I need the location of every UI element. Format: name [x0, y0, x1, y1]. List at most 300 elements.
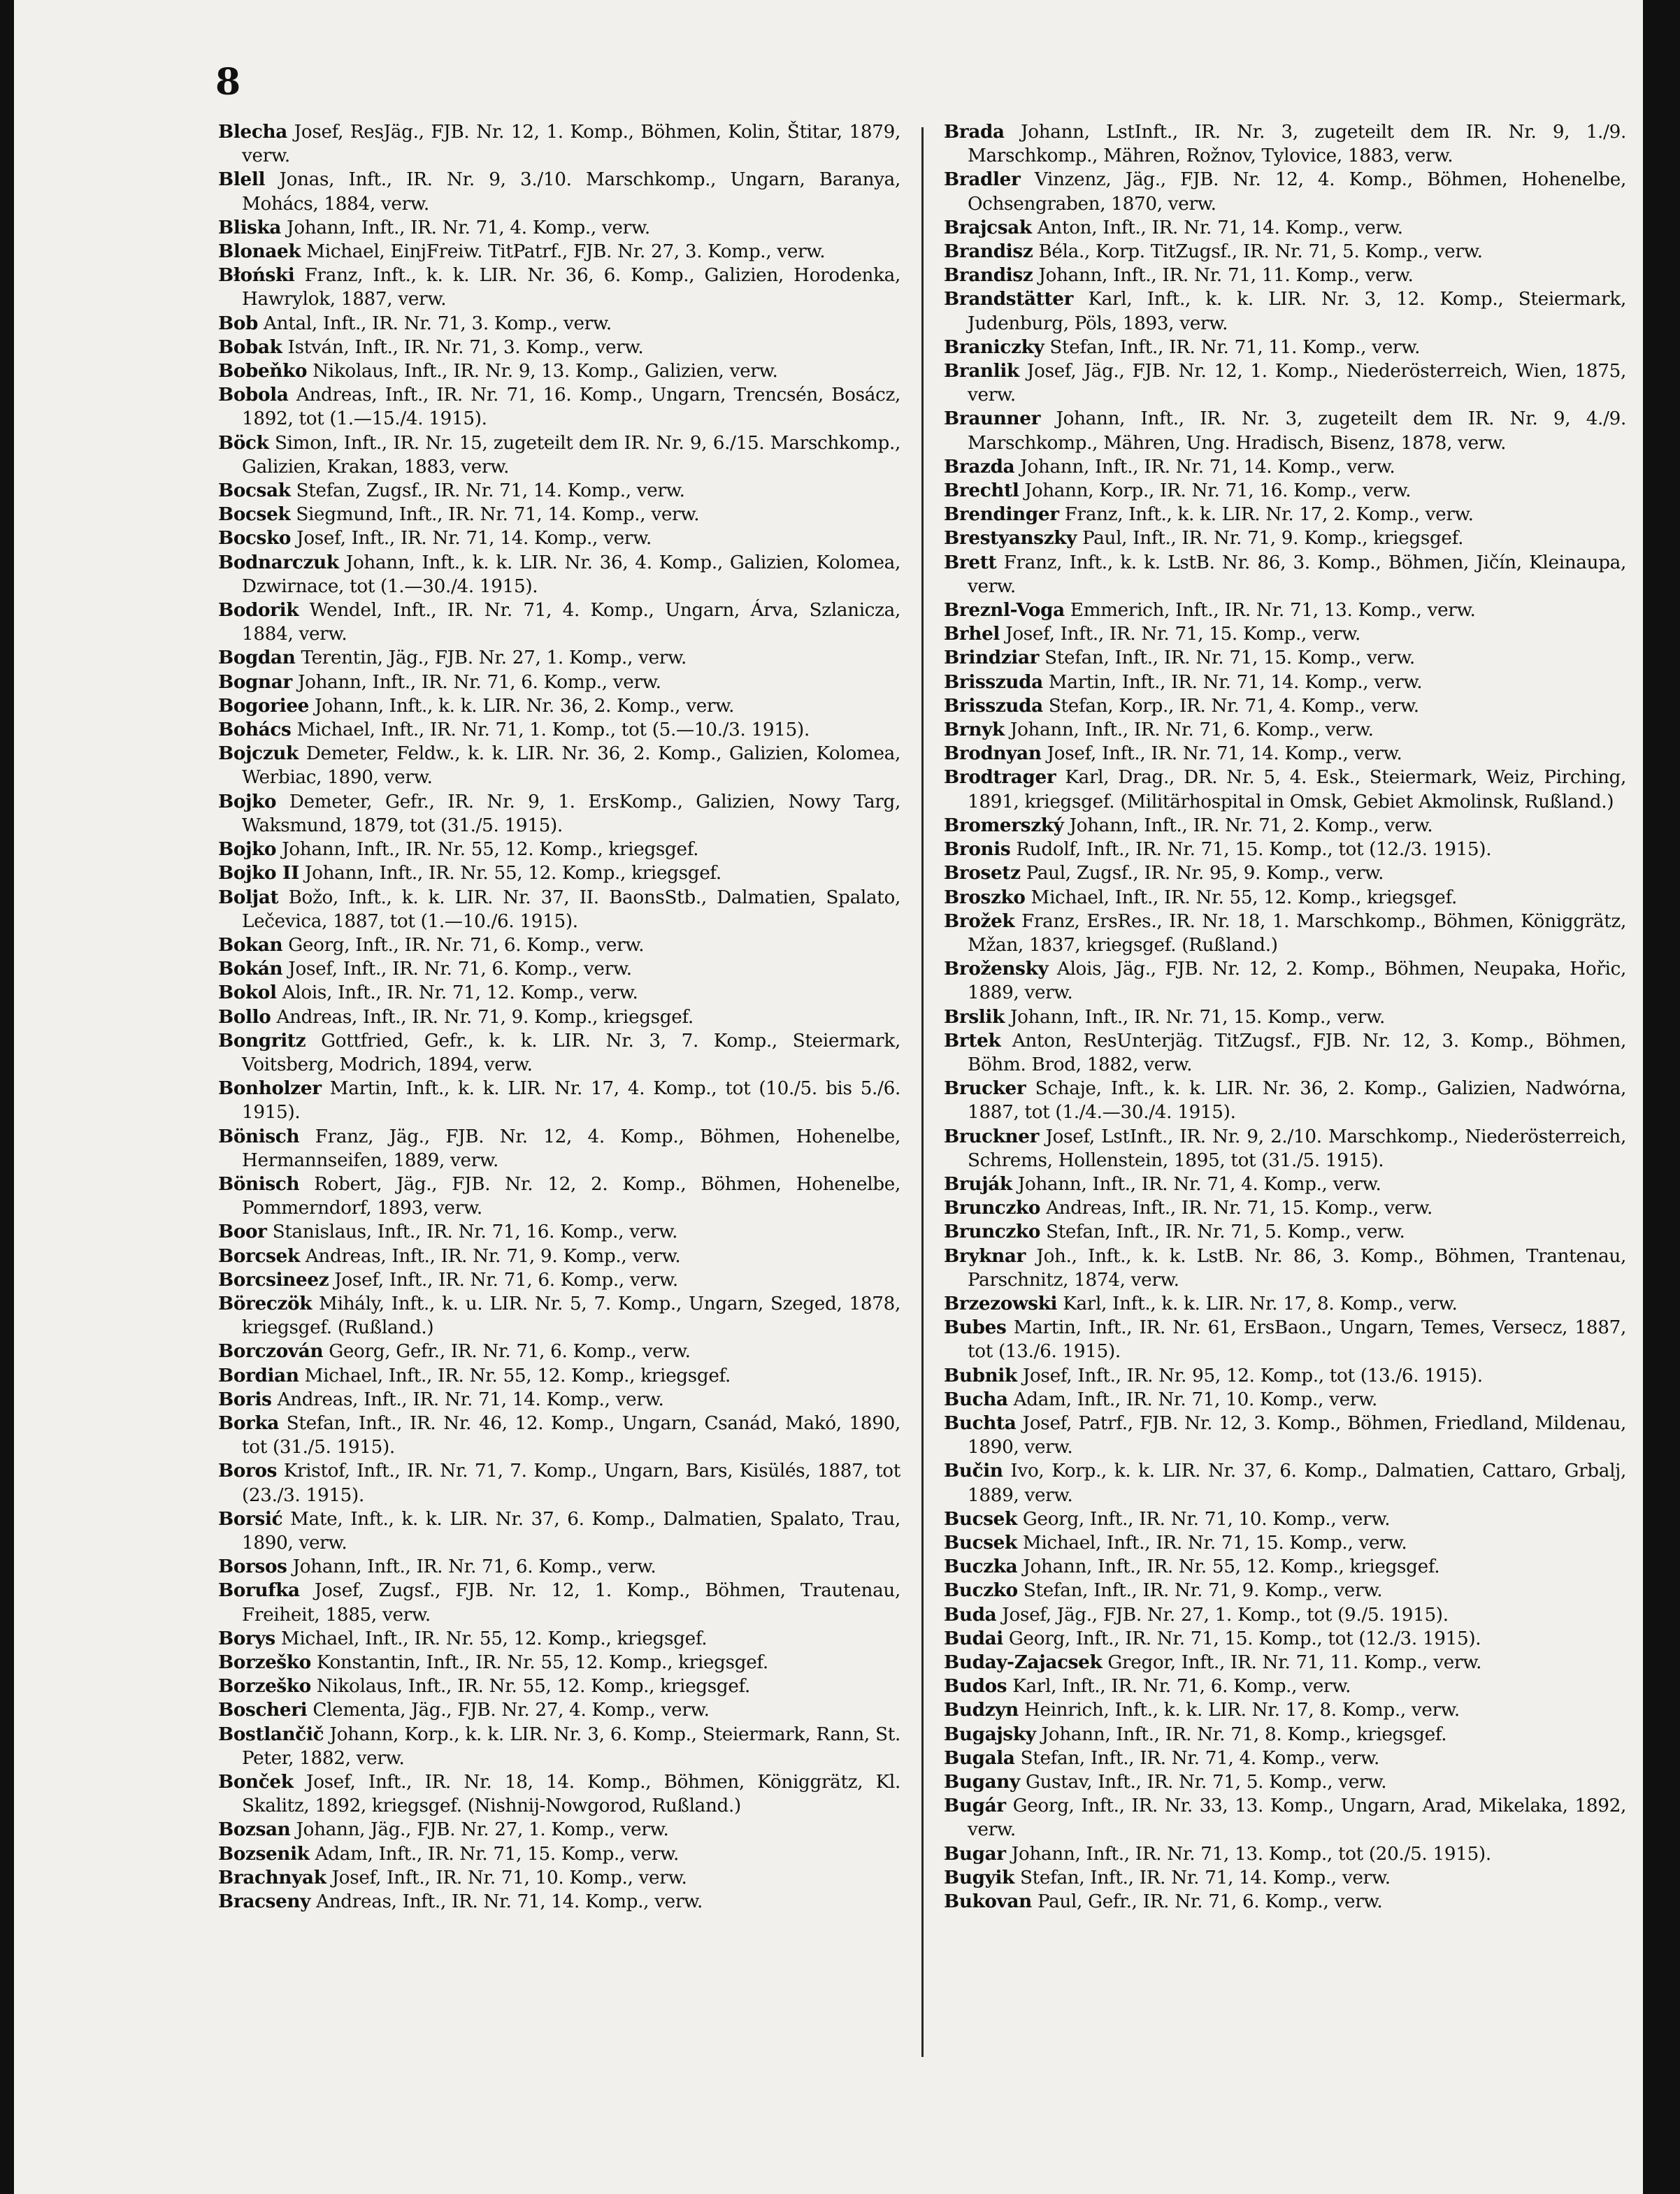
entry-surname: Boor	[218, 1221, 267, 1243]
casualty-entry	[218, 1220, 900, 1244]
entry-details: Johann, Korp., k. k. LIR. Nr. 3, 6. Komp., Steiermark, Rann, St. Peter, 1882, verw.	[242, 1723, 900, 1769]
entry-surname: Boscheri	[218, 1699, 308, 1721]
casualty-entry	[944, 1005, 1626, 1029]
entry-surname: Brandisz	[944, 264, 1033, 287]
casualty-entry	[944, 861, 1626, 885]
entry-details: Johann, Inft., IR. Nr. 71, 4. Komp., verw.	[281, 217, 650, 238]
casualty-entry	[944, 1077, 1626, 1124]
entry-surname: Bokol	[218, 982, 277, 1004]
casualty-entry	[218, 359, 900, 383]
entry-surname: Brtek	[944, 1029, 1001, 1052]
entry-details: Georg, Inft., IR. Nr. 71, 6. Komp., verw.	[282, 934, 645, 956]
entry-details: Adam, Inft., IR. Nr. 71, 10. Komp., verw.	[1007, 1389, 1378, 1410]
entry-details: Johann, Inft., IR. Nr. 71, 13. Komp., tot (20./5. 1915).	[1005, 1843, 1491, 1865]
casualty-entry	[218, 264, 900, 311]
casualty-entry	[218, 1268, 900, 1292]
entry-surname: Bostlančič	[218, 1723, 324, 1745]
entry-surname: Blecha	[218, 121, 287, 143]
casualty-entry	[944, 742, 1626, 766]
entry-surname: Bracseny	[218, 1891, 311, 1913]
entry-details: Josef, Inft., IR. Nr. 71, 10. Komp., verw.	[326, 1867, 687, 1888]
entry-surname: Braunner	[944, 408, 1041, 430]
entry-surname: Bugár	[944, 1795, 1006, 1817]
entry-details: Nikolaus, Inft., IR. Nr. 55, 12. Komp., kriegsgef.	[310, 1676, 751, 1698]
entry-details: Josef, Inft., IR. Nr. 18, 14. Komp., Böhmen, Königgrätz, Kl. Skalitz, 1892, kriegsgef. (Nishnij-Nowgorod, Rußland.)	[242, 1772, 900, 1817]
entry-surname: Brandisz	[944, 241, 1033, 263]
entry-surname: Bojko	[218, 790, 277, 812]
casualty-entry	[218, 383, 900, 431]
entry-details: Andreas, Inft., IR. Nr. 71, 9. Komp., kriegsgef.	[271, 1006, 694, 1028]
casualty-entry	[944, 838, 1626, 861]
entry-details: Schaje, Inft., k. k. LIR. Nr. 36, 2. Komp., Galizien, Nadwórna, 1887, tot (1./4.—30./4. 1915).	[968, 1078, 1626, 1124]
casualty-entry	[218, 1292, 900, 1340]
entry-details: Karl, Inft., k. k. LIR. Nr. 3, 12. Komp., Steiermark, Judenburg, Pöls, 1893, verw.	[968, 289, 1626, 334]
entry-surname: Bonholzer	[218, 1077, 322, 1100]
casualty-entry	[218, 168, 900, 215]
casualty-entry	[218, 312, 900, 336]
casualty-entry	[944, 622, 1626, 646]
entry-surname: Buczka	[944, 1556, 1018, 1578]
entry-details: Johann, Inft., k. k. LIR. Nr. 36, 2. Komp., verw.	[309, 695, 735, 717]
entry-surname: Brajcsak	[944, 216, 1032, 238]
casualty-entry	[218, 598, 900, 646]
casualty-entry	[944, 1627, 1626, 1651]
entry-details: Joh., Inft., k. k. LstB. Nr. 86, 3. Komp., Böhmen, Trantenau, Parschnitz, 1874, verw.	[968, 1245, 1626, 1291]
casualty-entry	[944, 1459, 1626, 1507]
entry-surname: Brisszuda	[944, 671, 1043, 693]
casualty-entry	[218, 646, 900, 670]
entry-details: Stanislaus, Inft., IR. Nr. 71, 16. Komp., verw.	[266, 1221, 678, 1243]
entry-surname: Bocsek	[218, 503, 291, 526]
entry-surname: Brzezowski	[944, 1292, 1058, 1314]
entry-details: Josef, Inft., IR. Nr. 71, 6. Komp., verw.	[329, 1269, 678, 1291]
entry-details: Josef, Inft., IR. Nr. 71, 14. Komp., verw.	[1041, 743, 1402, 765]
entry-details: Jonas, Inft., IR. Nr. 9, 3./10. Marschkomp., Ungarn, Baranya, Mohács, 1884, verw.	[242, 169, 900, 215]
casualty-entry	[944, 1196, 1626, 1220]
casualty-entry	[218, 479, 900, 503]
entry-surname: Borzeško	[218, 1675, 311, 1698]
casualty-entry	[218, 981, 900, 1005]
entry-details: Josef, Inft., IR. Nr. 95, 12. Komp., tot (13./6. 1915).	[1017, 1365, 1483, 1386]
casualty-entry	[944, 1794, 1626, 1842]
casualty-entry	[218, 694, 900, 718]
entry-surname: Brendinger	[944, 503, 1059, 526]
entry-surname: Breznl-Voga	[944, 599, 1065, 622]
entry-details: Georg, Inft., IR. Nr. 33, 13. Komp., Ungarn, Arad, Mikelaka, 1892, verw.	[968, 1795, 1626, 1841]
entry-details: Adam, Inft., IR. Nr. 71, 15. Komp., verw.	[309, 1843, 679, 1865]
casualty-entry	[218, 957, 900, 981]
entry-surname: Brindziar	[944, 647, 1040, 669]
entry-surname: Bruckner	[944, 1125, 1040, 1147]
casualty-entry	[218, 886, 900, 933]
casualty-entry	[218, 671, 900, 694]
casualty-entry	[944, 1388, 1626, 1412]
casualty-entry	[218, 1579, 900, 1626]
casualty-entry	[944, 1125, 1626, 1173]
casualty-entry	[218, 1125, 900, 1173]
entry-details: Karl, Inft., k. k. LIR. Nr. 17, 8. Komp., verw.	[1057, 1293, 1458, 1314]
entry-details: Andreas, Inft., IR. Nr. 71, 9. Komp., verw.	[299, 1245, 681, 1267]
casualty-entry	[944, 240, 1626, 264]
entry-details: Johann, Inft., IR. Nr. 55, 12. Komp., kriegsgef.	[1017, 1556, 1440, 1578]
entry-details: Josef, ResJäg., FJB. Nr. 12, 1. Komp., Böhmen, Kolin, Štitar, 1879, verw.	[242, 122, 900, 167]
entry-surname: Budzyn	[944, 1699, 1019, 1721]
casualty-entry	[944, 1507, 1626, 1531]
casualty-entry	[218, 1507, 900, 1555]
entry-surname: Borufka	[218, 1579, 300, 1602]
entry-surname: Bozsenik	[218, 1842, 310, 1865]
entry-details: Johann, Inft., IR. Nr. 71, 4. Komp., verw.	[1012, 1173, 1381, 1195]
casualty-entry	[218, 933, 900, 957]
entry-details: Johann, Jäg., FJB. Nr. 27, 1. Komp., verw.	[290, 1819, 669, 1841]
entry-details: Nikolaus, Inft., IR. Nr. 9, 13. Komp., Galizien, verw.	[307, 361, 778, 382]
entry-surname: Bronis	[944, 838, 1011, 861]
entry-details: Johann, Inft., IR. Nr. 71, 6. Komp., verw.	[287, 1556, 656, 1578]
casualty-entry	[944, 1579, 1626, 1603]
entry-details: Martin, Inft., IR. Nr. 71, 14. Komp., verw.	[1042, 671, 1423, 693]
casualty-entry	[218, 216, 900, 240]
entry-details: Ivo, Korp., k. k. LIR. Nr. 37, 6. Komp., Dalmatien, Cattaro, Grbalj, 1889, verw.	[968, 1461, 1626, 1506]
entry-surname: Bodorik	[218, 599, 299, 622]
entry-details: Stefan, Inft., IR. Nr. 71, 9. Komp., verw.	[1017, 1580, 1383, 1602]
entry-surname: Branlik	[944, 360, 1019, 382]
entry-surname: Bugyik	[944, 1866, 1014, 1888]
casualty-entry	[218, 861, 900, 885]
casualty-entry	[944, 1555, 1626, 1579]
entry-surname: Buchta	[944, 1412, 1017, 1434]
entry-details: Béla., Korp. TitZugsf., IR. Nr. 71, 5. Komp., verw.	[1033, 241, 1483, 263]
casualty-entry	[944, 1866, 1626, 1890]
casualty-entry	[944, 1770, 1626, 1794]
casualty-entry	[944, 814, 1626, 838]
entry-details: Alois, Inft., IR. Nr. 71, 12. Komp., verw.	[276, 982, 638, 1004]
entry-surname: Buda	[944, 1603, 997, 1626]
casualty-entry	[944, 1029, 1626, 1077]
entry-surname: Buczko	[944, 1579, 1018, 1602]
entry-details: Johann, LstInft., IR. Nr. 3, zugeteilt dem IR. Nr. 9, 1./9. Marschkomp., Mähren, Rožnov, Tylovice, 1883, verw.	[968, 122, 1626, 167]
casualty-entry	[944, 526, 1626, 550]
entry-surname: Brunczko	[944, 1197, 1041, 1219]
casualty-entry	[944, 1698, 1626, 1722]
entry-surname: Budai	[944, 1627, 1003, 1649]
casualty-entry	[944, 479, 1626, 503]
entry-surname: Blonaek	[218, 241, 301, 263]
casualty-entry	[218, 1651, 900, 1675]
entry-surname: Borcsek	[218, 1245, 300, 1267]
entry-details: Martin, Inft., k. k. LIR. Nr. 17, 4. Komp., tot (10./5. bis 5./6. 1915).	[242, 1078, 900, 1124]
casualty-entry	[218, 1459, 900, 1507]
casualty-entry	[218, 1005, 900, 1029]
entry-details: Paul, Zugsf., IR. Nr. 95, 9. Komp., verw.	[1020, 863, 1384, 884]
casualty-entry	[218, 1842, 900, 1866]
entry-surname: Bozsan	[218, 1819, 291, 1841]
entry-surname: Bonček	[218, 1771, 294, 1793]
entry-surname: Brazda	[944, 455, 1015, 478]
casualty-entry	[944, 1890, 1626, 1914]
entry-details: Michael, Inft., IR. Nr. 55, 12. Komp., kriegsgef.	[299, 1365, 731, 1386]
entry-details: Heinrich, Inft., k. k. LIR. Nr. 17, 8. Komp., verw.	[1018, 1700, 1460, 1721]
entry-surname: Bubnik	[944, 1364, 1017, 1386]
casualty-entry	[944, 120, 1626, 168]
entry-surname: Brodtrager	[944, 766, 1056, 789]
entry-surname: Bodnarczuk	[218, 551, 339, 573]
casualty-entry	[218, 1818, 900, 1842]
entry-details: Johann, Inft., IR. Nr. 71, 6. Komp., verw.	[292, 671, 661, 693]
entry-details: Johann, Korp., IR. Nr. 71, 16. Komp., verw.	[1019, 480, 1412, 502]
entry-details: Anton, ResUnterjäg. TitZugsf., FJB. Nr. 12, 3. Komp., Böhmen, Böhm. Brod, 1882, verw.	[968, 1030, 1626, 1075]
entry-surname: Borys	[218, 1627, 275, 1649]
entry-details: Josef, Inft., IR. Nr. 71, 15. Komp., verw.	[1000, 624, 1361, 645]
entry-details: Georg, Inft., IR. Nr. 71, 15. Komp., tot (12./3. 1915).	[1003, 1628, 1481, 1649]
casualty-entry	[218, 551, 900, 598]
casualty-entry	[944, 168, 1626, 215]
casualty-entry	[944, 766, 1626, 813]
left-column	[218, 120, 900, 1914]
entry-details: Michael, Inft., IR. Nr. 71, 15. Komp., verw.	[1017, 1532, 1407, 1554]
entry-surname: Bocsak	[218, 480, 291, 502]
entry-details: Johann, Inft., IR. Nr. 71, 8. Komp., kriegsgef.	[1035, 1723, 1447, 1745]
entry-surname: Bromerszký	[944, 814, 1064, 836]
entry-details: Franz, Inft., k. k. LIR. Nr. 17, 2. Komp., verw.	[1058, 504, 1474, 526]
entry-details: Johann, Inft., IR. Nr. 71, 15. Komp., verw.	[1004, 1006, 1386, 1028]
casualty-entry	[218, 1412, 900, 1459]
entry-details: Johann, Inft., IR. Nr. 3, zugeteilt dem IR. Nr. 9, 4./9. Marschkomp., Mähren, Ung. Hradisch, Bisenz, 1878, verw.	[968, 408, 1626, 454]
entry-surname: Błoński	[218, 264, 295, 287]
entry-surname: Brisszuda	[944, 694, 1043, 717]
entry-details: Andreas, Inft., IR. Nr. 71, 15. Komp., verw.	[1040, 1198, 1433, 1219]
entry-surname: Boros	[218, 1460, 278, 1482]
casualty-entry	[944, 671, 1626, 694]
casualty-entry	[218, 1555, 900, 1579]
entry-surname: Brslik	[944, 1005, 1005, 1028]
entry-surname: Brožensky	[944, 958, 1049, 980]
entry-surname: Bradler	[944, 169, 1021, 191]
entry-details: Josef, Zugsf., FJB. Nr. 12, 1. Komp., Böhmen, Trautenau, Freiheit, 1885, verw.	[242, 1580, 900, 1626]
entry-surname: Bugajsky	[944, 1723, 1036, 1745]
entry-details: Karl, Drag., DR. Nr. 5, 4. Esk., Steiermark, Weiz, Pirching, 1891, kriegsgef. (Militärhospital in Omsk, Gebiet Akmolinsk, Rußland.)	[968, 767, 1626, 812]
entry-surname: Bobak	[218, 336, 282, 358]
casualty-entry	[944, 718, 1626, 742]
entry-details: Josef, Patrf., FJB. Nr. 12, 3. Komp., Böhmen, Friedland, Mildenau, 1890, verw.	[968, 1412, 1626, 1458]
entry-details: Michael, Inft., IR. Nr. 71, 1. Komp., tot (5.—10./3. 1915).	[291, 719, 810, 741]
entry-details: Gustav, Inft., IR. Nr. 71, 5. Komp., verw.	[1019, 1772, 1387, 1793]
casualty-entry	[218, 1627, 900, 1651]
casualty-entry	[944, 694, 1626, 718]
entry-details: Mihály, Inft., k. u. LIR. Nr. 5, 7. Komp., Ungarn, Szeged, 1878, kriegsgef. (Rußland.)	[242, 1293, 900, 1339]
entry-details: Josef, Jäg., FJB. Nr. 12, 1. Komp., Niederösterreich, Wien, 1875, verw.	[968, 361, 1626, 406]
entry-details: Andreas, Inft., IR. Nr. 71, 14. Komp., verw.	[271, 1389, 664, 1410]
entry-details: Konstantin, Inft., IR. Nr. 55, 12. Komp., kriegsgef.	[310, 1652, 768, 1673]
entry-details: Johann, Inft., IR. Nr. 71, 14. Komp., verw.	[1014, 456, 1395, 478]
entry-surname: Böreczök	[218, 1292, 313, 1314]
entry-surname: Bollo	[218, 1005, 271, 1028]
entry-surname: Blell	[218, 169, 266, 191]
casualty-entry	[944, 1651, 1626, 1675]
entry-surname: Boris	[218, 1388, 272, 1410]
entry-surname: Borsić	[218, 1507, 283, 1530]
entry-details: Kristof, Inft., IR. Nr. 71, 7. Komp., Ungarn, Bars, Kisülés, 1887, tot (23./3. 1915).	[242, 1461, 900, 1506]
casualty-entry	[218, 1770, 900, 1818]
entry-details: Emmerich, Inft., IR. Nr. 71, 13. Komp., verw.	[1064, 600, 1476, 622]
entry-details: Stefan, Inft., IR. Nr. 71, 4. Komp., verw.	[1014, 1747, 1380, 1769]
entry-details: Josef, Inft., IR. Nr. 71, 14. Komp., verw.	[291, 528, 652, 550]
entry-surname: Brada	[944, 121, 1005, 143]
entry-surname: Bognar	[218, 671, 292, 693]
entry-surname: Bönisch	[218, 1173, 300, 1195]
entry-details: Vinzenz, Jäg., FJB. Nr. 12, 4. Komp., Böhmen, Hohenelbe, Ochsengraben, 1870, verw.	[968, 169, 1626, 215]
casualty-entry	[944, 1675, 1626, 1698]
entry-surname: Brandstätter	[944, 288, 1074, 310]
casualty-entry	[218, 718, 900, 742]
casualty-entry	[218, 790, 900, 838]
entry-details: Johann, Inft., k. k. LIR. Nr. 36, 4. Komp., Galizien, Kolomea, Dzwirnace, tot (1.—30./4. 1915).	[242, 552, 900, 597]
entry-surname: Braniczky	[944, 336, 1044, 358]
casualty-entry	[218, 1340, 900, 1363]
entry-details: Anton, Inft., IR. Nr. 71, 14. Komp., verw.	[1031, 217, 1403, 238]
entry-surname: Borzeško	[218, 1651, 311, 1673]
entry-surname: Bojczuk	[218, 743, 299, 765]
entry-surname: Bryknar	[944, 1245, 1026, 1267]
entry-surname: Bukovan	[944, 1891, 1032, 1913]
entry-surname: Brucker	[944, 1077, 1026, 1100]
entry-details: Johann, Inft., IR. Nr. 71, 2. Komp., verw.	[1063, 815, 1433, 836]
casualty-entry	[218, 503, 900, 526]
page-number: 8	[215, 61, 241, 103]
entry-details: Johann, Inft., IR. Nr. 55, 12. Komp., kriegsgef.	[299, 863, 721, 884]
entry-details: Georg, Inft., IR. Nr. 71, 10. Komp., verw.	[1017, 1508, 1391, 1530]
entry-details: Stefan, Inft., IR. Nr. 71, 5. Komp., verw.	[1040, 1221, 1405, 1243]
casualty-entry	[944, 598, 1626, 622]
entry-surname: Bönisch	[218, 1125, 300, 1147]
entry-details: Robert, Jäg., FJB. Nr. 12, 2. Komp., Böhmen, Hohenelbe, Pommerndorf, 1893, verw.	[242, 1173, 900, 1219]
casualty-entry	[944, 455, 1626, 479]
casualty-entry	[944, 216, 1626, 240]
entry-surname: Bojko II	[218, 862, 299, 884]
entry-details: Stefan, Zugsf., IR. Nr. 71, 14. Komp., verw.	[290, 480, 685, 502]
entry-details: Andreas, Inft., IR. Nr. 71, 16. Komp., Ungarn, Trencsén, Bosácz, 1892, tot (1.—15./4. 1915).	[242, 385, 900, 430]
entry-details: Franz, Jäg., FJB. Nr. 12, 4. Komp., Böhmen, Hohenelbe, Hermannseifen, 1889, verw.	[242, 1126, 900, 1171]
casualty-entry	[218, 336, 900, 359]
entry-details: Johann, Inft., IR. Nr. 55, 12. Komp., kriegsgef.	[276, 839, 699, 861]
entry-details: Stefan, Korp., IR. Nr. 71, 4. Komp., verw.	[1042, 695, 1419, 717]
entry-surname: Buday-Zajacsek	[944, 1651, 1103, 1673]
entry-details: Georg, Gefr., IR. Nr. 71, 6. Komp., verw.	[323, 1341, 691, 1363]
entry-details: Stefan, Inft., IR. Nr. 71, 15. Komp., verw.	[1039, 647, 1415, 669]
entry-surname: Bogoriee	[218, 694, 310, 717]
casualty-entry	[218, 1698, 900, 1722]
entry-details: Josef, Jäg., FJB. Nr. 27, 1. Komp., tot (9./5. 1915).	[996, 1604, 1449, 1626]
entry-details: Franz, Inft., k. k. LstB. Nr. 86, 3. Komp., Böhmen, Jičín, Kleinaupa, verw.	[968, 552, 1626, 597]
entry-surname: Bugala	[944, 1747, 1015, 1769]
casualty-entry	[218, 431, 900, 479]
entry-details: Božo, Inft., k. k. LIR. Nr. 37, II. BaonsStb., Dalmatien, Spalato, Lečevica, 1887, tot (1.—10./6. 1915).	[242, 887, 900, 932]
entry-surname: Boljat	[218, 886, 279, 908]
entry-surname: Budos	[944, 1675, 1007, 1698]
casualty-entry	[218, 526, 900, 550]
right-column	[944, 120, 1626, 1914]
entry-details: Andreas, Inft., IR. Nr. 71, 14. Komp., verw.	[310, 1891, 703, 1913]
entry-details: Stefan, Inft., IR. Nr. 71, 11. Komp., verw.	[1044, 336, 1421, 358]
entry-details: Josef, LstInft., IR. Nr. 9, 2./10. Marschkomp., Niederösterreich, Schrems, Hollenstein, 1895, tot (31./5. 1915).	[968, 1126, 1626, 1171]
entry-surname: Brunczko	[944, 1221, 1041, 1243]
casualty-entry	[944, 407, 1626, 454]
casualty-entry	[944, 359, 1626, 407]
casualty-entry	[944, 1723, 1626, 1747]
entry-details: Franz, ErsRes., IR. Nr. 18, 1. Marschkomp., Böhmen, Königgrätz, Mžan, 1837, kriegsgef. (Rußland.)	[968, 910, 1626, 956]
casualty-entry	[218, 742, 900, 789]
entry-surname: Bugany	[944, 1771, 1020, 1793]
entry-surname: Bubes	[944, 1317, 1007, 1339]
entry-surname: Bokan	[218, 933, 283, 956]
entry-details: Johann, Inft., IR. Nr. 71, 6. Komp., verw.	[1004, 719, 1374, 741]
entry-surname: Brosetz	[944, 862, 1021, 884]
casualty-entry	[218, 1029, 900, 1077]
entry-details: Paul, Gefr., IR. Nr. 71, 6. Komp., verw.	[1031, 1891, 1383, 1913]
entry-details: Alois, Jäg., FJB. Nr. 12, 2. Komp., Böhmen, Neupaka, Hořic, 1889, verw.	[968, 959, 1626, 1004]
casualty-entry	[218, 1364, 900, 1388]
casualty-entry	[218, 1077, 900, 1124]
casualty-entry	[218, 1723, 900, 1770]
entry-surname: Brnyk	[944, 719, 1005, 741]
entry-surname: Bruják	[944, 1173, 1012, 1195]
entry-surname: Bliska	[218, 216, 282, 238]
casualty-entry	[944, 551, 1626, 598]
casualty-entry	[218, 120, 900, 168]
column-divider	[921, 127, 924, 2057]
casualty-entry	[944, 1316, 1626, 1363]
casualty-entry	[944, 1245, 1626, 1292]
entry-surname: Bob	[218, 312, 259, 334]
entry-details: Johann, Inft., IR. Nr. 71, 11. Komp., verw.	[1033, 265, 1414, 287]
entry-surname: Bohács	[218, 719, 292, 741]
entry-surname: Brett	[944, 551, 997, 573]
entry-surname: Bobeňko	[218, 360, 308, 382]
casualty-entry	[944, 886, 1626, 910]
entry-surname: Bugar	[944, 1842, 1006, 1865]
entry-surname: Bucsek	[944, 1507, 1017, 1530]
entry-details: Paul, Inft., IR. Nr. 71, 9. Komp., kriegsgef.	[1077, 528, 1464, 550]
entry-details: Rudolf, Inft., IR. Nr. 71, 15. Komp., tot (12./3. 1915).	[1010, 839, 1492, 861]
entry-surname: Borka	[218, 1412, 280, 1434]
entry-details: Michael, Inft., IR. Nr. 55, 12. Komp., kriegsgef.	[275, 1628, 708, 1649]
entry-surname: Brechtl	[944, 480, 1019, 502]
casualty-entry	[944, 336, 1626, 359]
entry-surname: Bocsko	[218, 527, 292, 550]
casualty-entry	[944, 1412, 1626, 1459]
entry-surname: Bučin	[944, 1460, 1003, 1482]
entry-details: Franz, Inft., k. k. LIR. Nr. 36, 6. Komp., Galizien, Horodenka, Hawrylok, 1887, verw.	[242, 265, 900, 310]
entry-details: Mate, Inft., k. k. LIR. Nr. 37, 6. Komp., Dalmatien, Spalato, Trau, 1890, verw.	[242, 1508, 900, 1554]
entry-details: Michael, EinjFreiw. TitPatrf., FJB. Nr. 27, 3. Komp., verw.	[301, 241, 826, 263]
casualty-entry	[944, 1747, 1626, 1770]
document-page	[14, 0, 1643, 2194]
entry-details: Josef, Inft., IR. Nr. 71, 6. Komp., verw.	[282, 959, 632, 980]
entry-details: Terentin, Jäg., FJB. Nr. 27, 1. Komp., verw.	[295, 647, 687, 669]
casualty-entry	[944, 910, 1626, 957]
entry-details: Karl, Inft., IR. Nr. 71, 6. Komp., verw.	[1007, 1676, 1351, 1698]
casualty-entry	[218, 1890, 900, 1914]
casualty-entry	[944, 264, 1626, 287]
entry-surname: Bongritz	[218, 1029, 306, 1052]
casualty-entry	[944, 1603, 1626, 1627]
entry-surname: Brodnyan	[944, 743, 1042, 765]
entry-details: Stefan, Inft., IR. Nr. 46, 12. Komp., Ungarn, Csanád, Makó, 1890, tot (31./5. 1915).	[242, 1412, 900, 1458]
casualty-entry	[944, 1842, 1626, 1866]
entry-details: Demeter, Gefr., IR. Nr. 9, 1. ErsKomp., Galizien, Nowy Targ, Waksmund, 1879, tot (31./5. 1915).	[242, 791, 900, 836]
entry-details: Siegmund, Inft., IR. Nr. 71, 14. Komp., verw.	[290, 504, 700, 526]
casualty-entry	[218, 838, 900, 861]
entry-surname: Bucsek	[944, 1531, 1017, 1554]
